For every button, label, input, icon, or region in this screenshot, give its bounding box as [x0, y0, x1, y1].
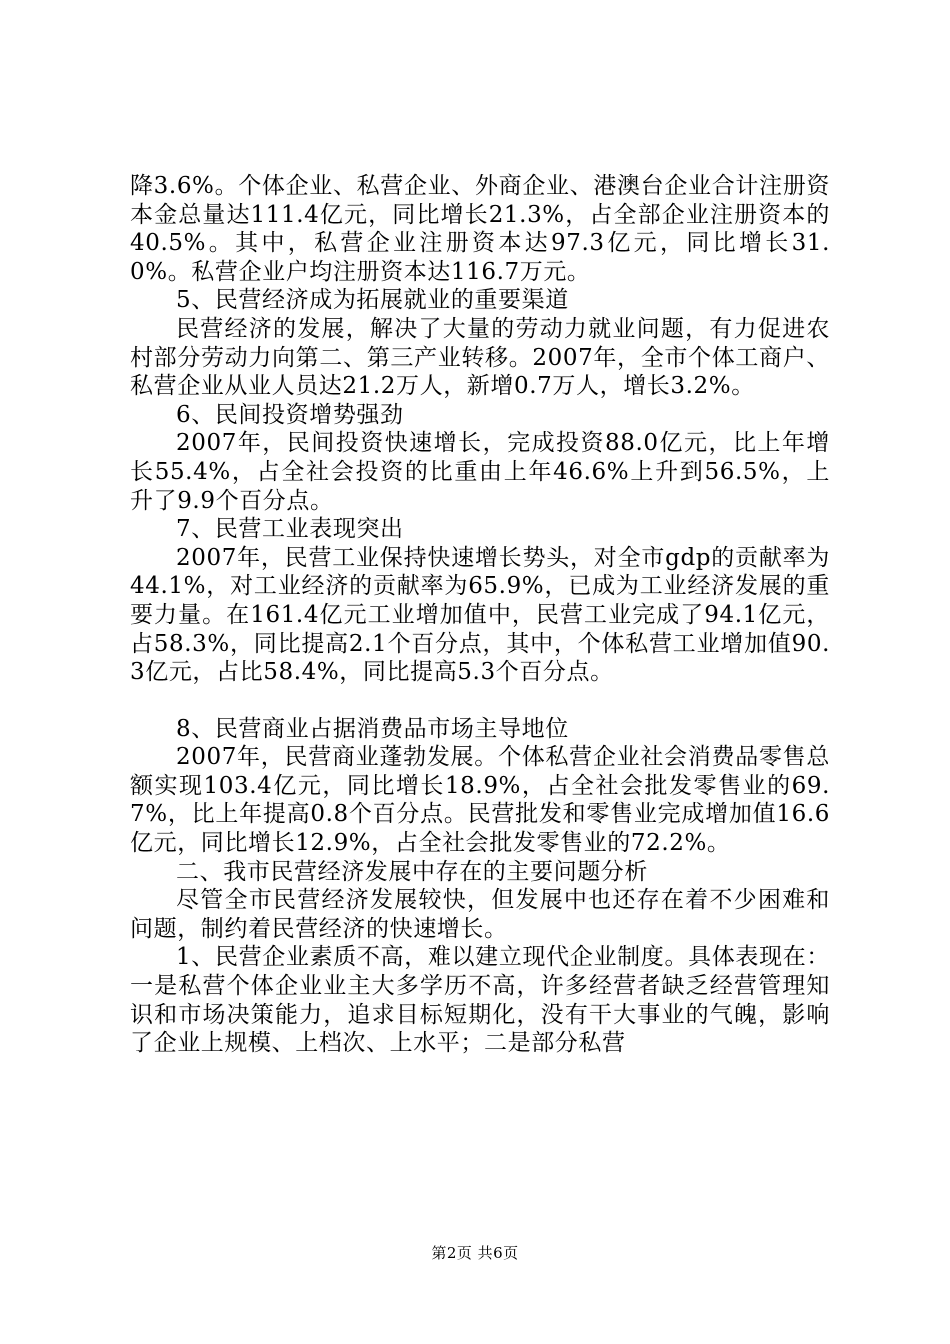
paragraph-problems-intro: 尽管全市民营经济发展较快，但发展中也还存在着不少困难和问题，制约着民营经济的快速增长。 — [130, 887, 830, 942]
heading-employment: 5、民营经济成为拓展就业的重要渠道 — [176, 287, 569, 314]
heading-private-industry: 7、民营工业表现突出 — [176, 516, 404, 543]
heading-private-investment: 6、民间投资增势强劲 — [176, 401, 404, 428]
document-body — [130, 172, 830, 1058]
paragraph-private-commerce: 2007年，民营商业蓬勃发展。个体私营企业社会消费品零售总额实现103.4亿元，同比增长18.9%，占全社会批发零售业的69.7%，比上年提高0.8个百分点。民营批发和零售业完成增加值16.6亿元，同比增长12.9%，占全社会批发零售业的72.2%。 — [130, 744, 830, 857]
paragraph-private-investment: 2007年，民间投资快速增长，完成投资88.0亿元，比上年增长55.4%，占全社会投资的比重由上年46.6%上升到56.5%，上升了9.9个百分点。 — [130, 430, 830, 514]
page-number-footer: 第2页 共6页 — [431, 1244, 519, 1262]
paragraph-enterprise-quality: 1、民营企业素质不高，难以建立现代企业制度。具体表现在：一是私营个体企业业主大多学历不高，许多经营者缺乏经营管理知识和市场决策能力，追求目标短期化，没有干大事业的气魄，影响了企业上规模、上档次、上水平；二是部分私营 — [130, 944, 830, 1057]
paragraph-registered-capital: 降3.6%。个体企业、私营企业、外商企业、港澳台企业合计注册资本金总量达111.4亿元，同比增长21.3%，占全部企业注册资本的40.5%。其中，私营企业注册资本达97.3亿元，同比增长31.0%。私营企业户均注册资本达116.7万元。 — [130, 173, 830, 285]
paragraph-employment: 民营经济的发展，解决了大量的劳动力就业问题，有力促进农村部分劳动力向第二、第三产业转移。2007年，全市个体工商户、私营企业从业人员达21.2万人，新增0.7万人，增长3.2%。 — [130, 315, 830, 400]
heading-private-commerce: 8、民营商业占据消费品市场主导地位 — [176, 715, 569, 742]
paragraph-private-industry: 2007年，民营工业保持快速增长势头，对全市gdp的贡献率为44.1%，对工业经济的贡献率为65.9%，已成为工业经济发展的重要力量。在161.4亿元工业增加值中，民营工业完成了94.1亿元，占58.3%，同比提高2.1个百分点，其中，个体私营工业增加值90.3亿元，占比58.4%，同比提高5.3个百分点。 — [130, 544, 830, 686]
heading-problems-analysis: 二、我市民营经济发展中存在的主要问题分析 — [176, 858, 648, 885]
